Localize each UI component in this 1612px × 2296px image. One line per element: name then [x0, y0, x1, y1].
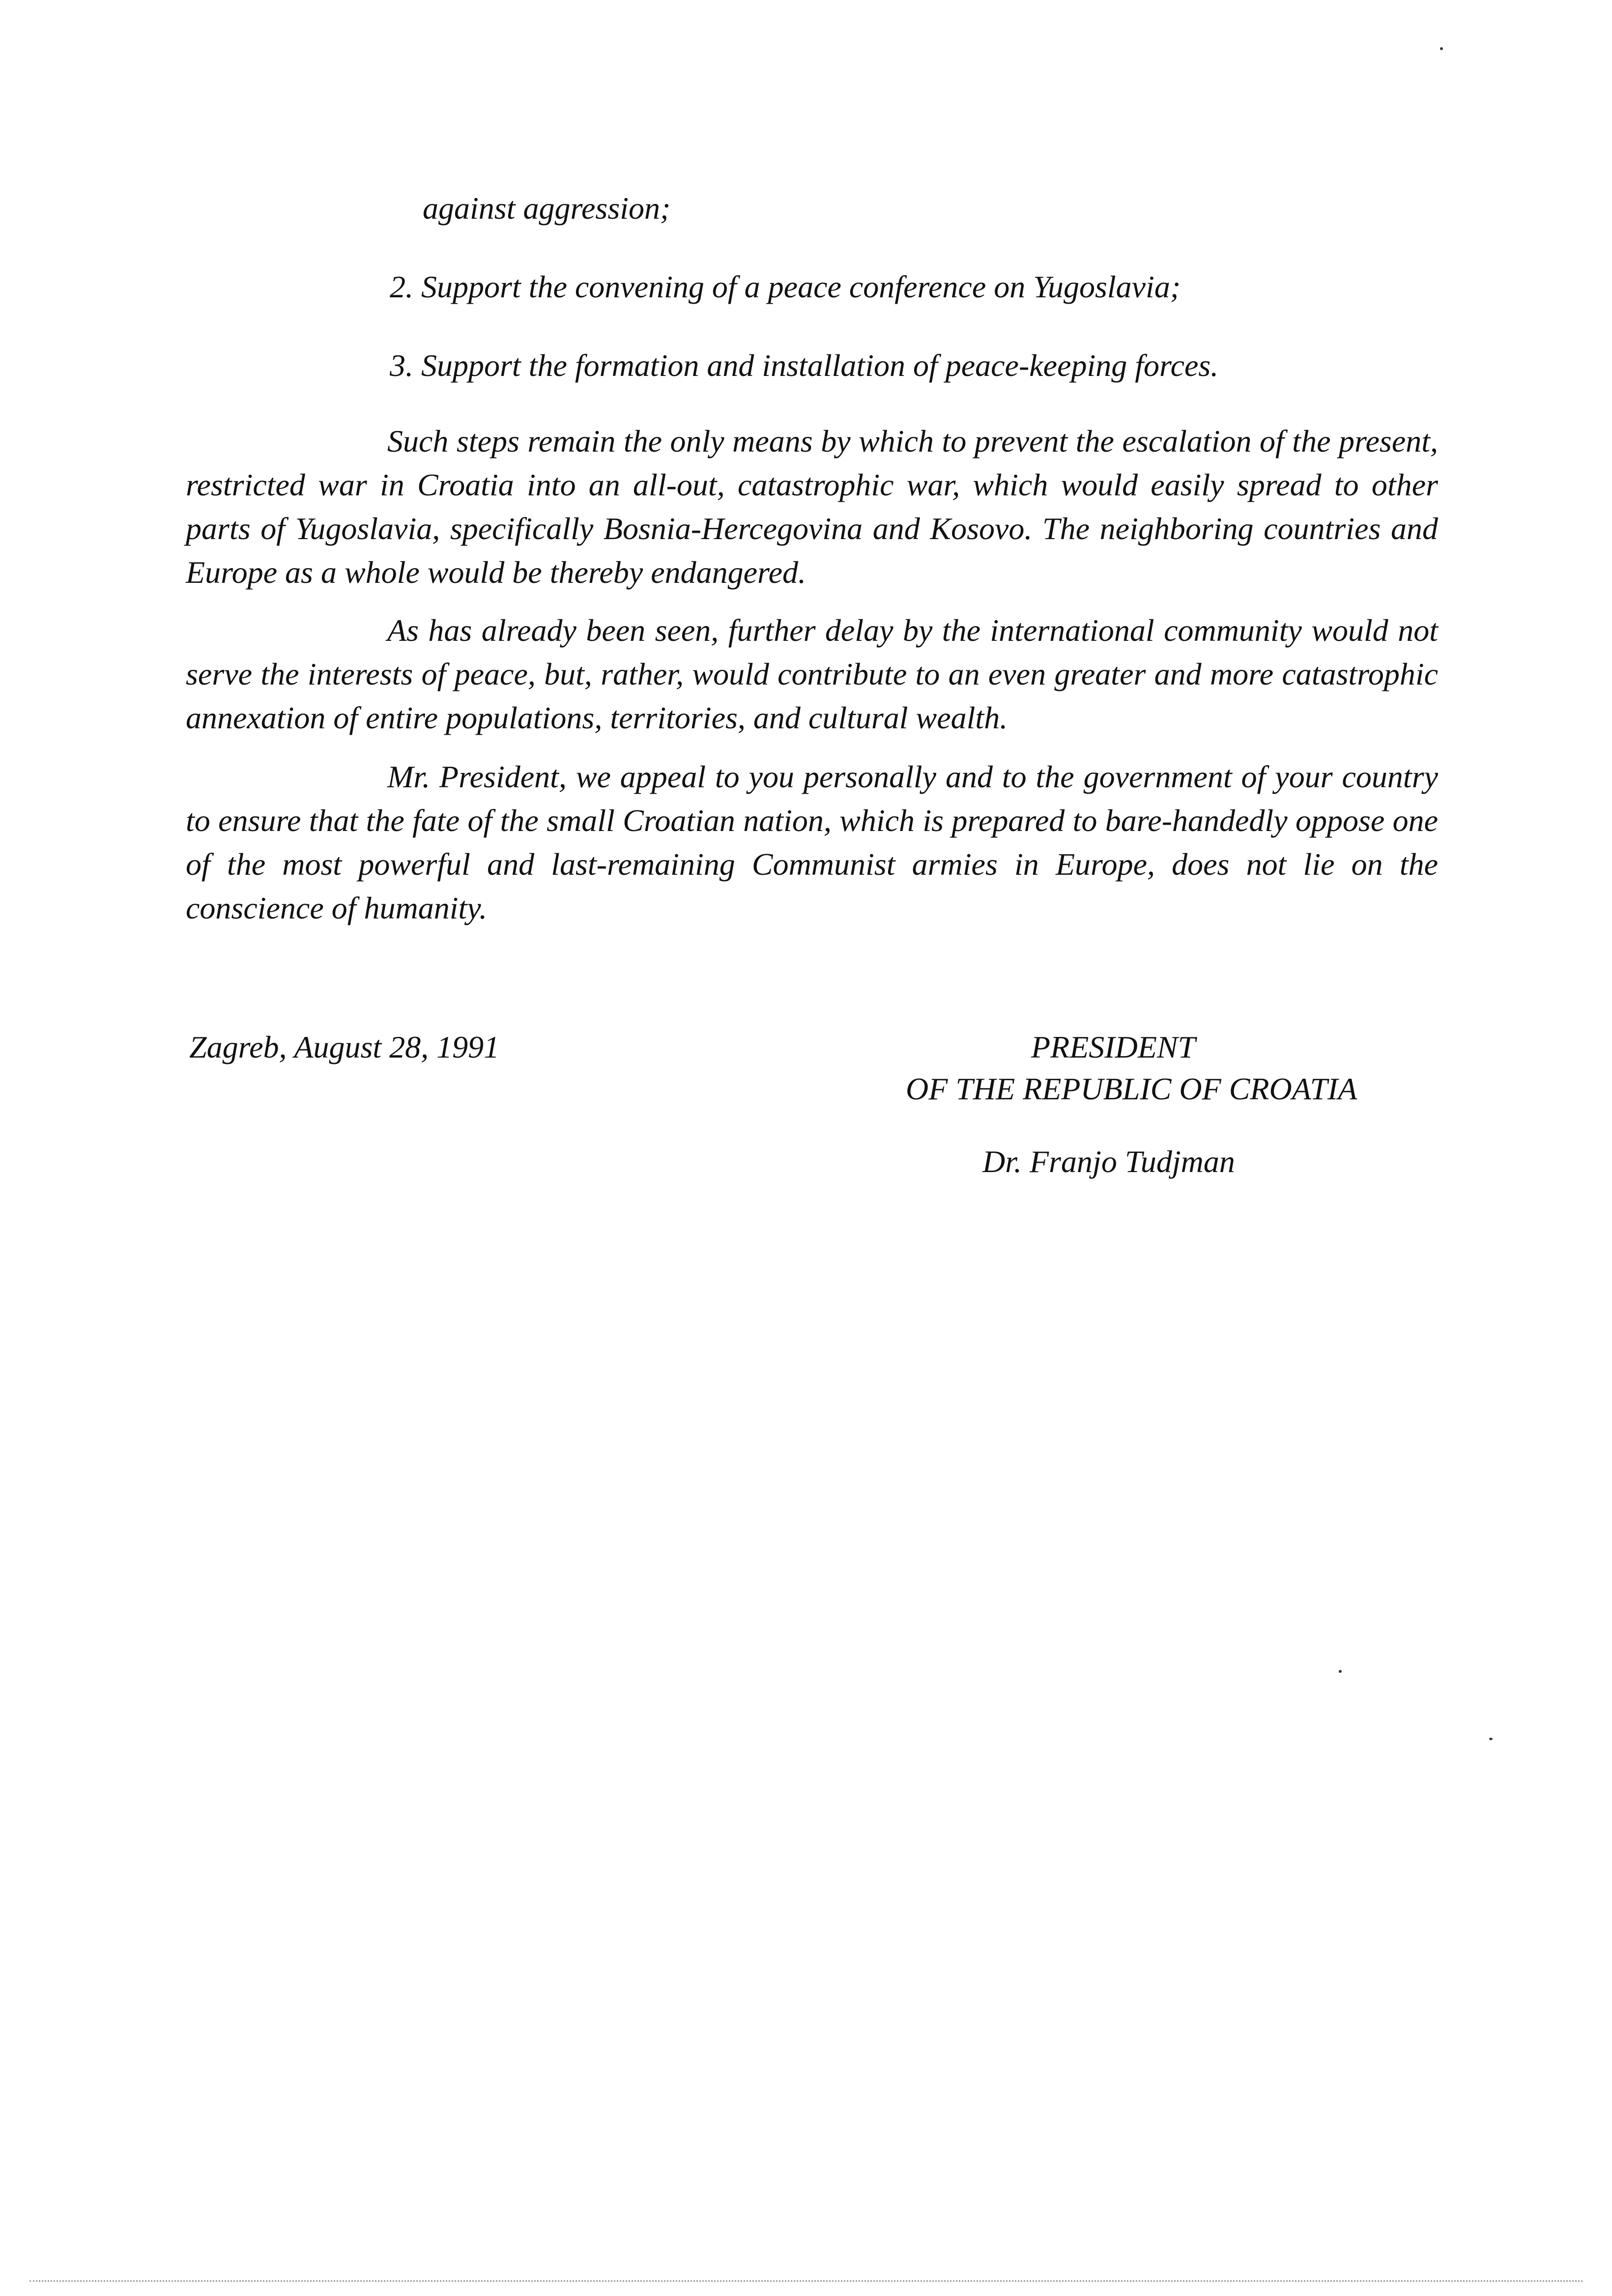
scan-edge-line	[29, 2280, 1583, 2282]
scan-speck	[1339, 1670, 1342, 1673]
signature-title-line2: OF THE REPUBLIC OF CROATIA	[906, 1071, 1357, 1106]
signatory-name: Dr. Franjo Tudjman	[982, 1144, 1235, 1179]
list-item-3: 3. Support the formation and installation of peace-keeping forces.	[390, 348, 1219, 383]
paragraph-appeal: Mr. President, we appeal to you personally and to the government of your country to ensure that the fate of the small Croatian nation, which is prepared to bare-handedly oppose one of the most powerful and last-remaining Communist armies in Europe, does not lie on the conscience of humanity.	[186, 759, 1438, 925]
paragraph-escalation: Such steps remain the only means by which to prevent the escalation of the present, restricted war in Croatia into an all-out, catastrophic war, which would easily spread to other parts of Yugoslavia, specifically Bosnia-Hercegovina and Kosovo. The neighboring countries and Europe as a whole would be thereby endangered.	[186, 424, 1438, 590]
paragraph-delay: As has already been seen, further delay by the international community would not serve the interests of peace, but, rather, would contribute to an even greater and more catastrophic annexation of entire populations, territories, and cultural wealth.	[186, 613, 1438, 735]
scan-speck	[1489, 1738, 1493, 1740]
place-date: Zagreb, August 28, 1991	[189, 1030, 500, 1064]
list-continuation-text: against aggression;	[423, 191, 671, 226]
signature-title-line1: PRESIDENT	[1031, 1030, 1196, 1064]
scan-speck	[1440, 47, 1443, 50]
list-item-2: 2. Support the convening of a peace conference on Yugoslavia;	[390, 269, 1181, 304]
